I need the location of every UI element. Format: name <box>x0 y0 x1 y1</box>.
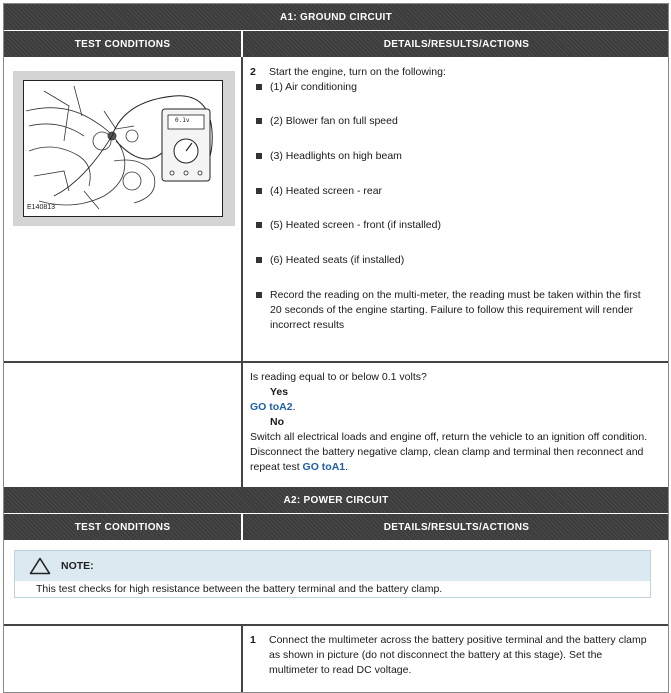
note-header <box>15 551 650 581</box>
note-title: NOTE: <box>61 560 94 572</box>
bullet-icon <box>256 222 262 228</box>
list-item: (6) Heated seats (if installed) <box>270 254 405 266</box>
record-line: Record the reading on the multi-meter, the reading must be taken within the first <box>270 289 641 301</box>
col-header-divider <box>241 513 243 540</box>
section-a1-title-text: A1: GROUND CIRCUIT <box>279 11 393 23</box>
list-item: (3) Headlights on high beam <box>270 150 402 162</box>
multimeter-diagram <box>23 80 223 217</box>
step-text-line: multimeter to read DC voltage. <box>269 664 412 676</box>
no-action-line <box>250 460 348 475</box>
step-2 <box>250 65 446 80</box>
section-a2-column-headers <box>4 513 668 540</box>
no-action-line: Switch all electrical loads and engine off, return the vehicle to an ignition off condition. <box>250 431 648 443</box>
meter-reading: 0.1v <box>175 117 190 124</box>
no-label: No <box>270 416 284 428</box>
bullet-icon <box>256 257 262 263</box>
col-header-details: DETAILS/RESULTS/ACTIONS <box>383 38 530 50</box>
result-question: Is reading equal to or below 0.1 volts? <box>250 371 427 383</box>
bullet-icon <box>256 188 262 194</box>
col-header-test-conditions: TEST CONDITIONS <box>74 38 171 50</box>
punctuation: . <box>345 461 349 473</box>
section-a2-title <box>4 487 668 513</box>
list-item: (2) Blower fan on full speed <box>270 115 398 127</box>
bullet-icon <box>256 118 262 124</box>
no-action-line: Disconnect the battery negative clamp, clean clamp and terminal then reconnect and <box>250 446 644 458</box>
note-text: This test checks for high resistance between the battery terminal and the battery clamp. <box>36 583 443 595</box>
column-divider <box>241 624 243 693</box>
section-a1-column-headers <box>4 30 668 57</box>
go-to-a1-link[interactable]: GO toA1 <box>302 461 346 473</box>
punctuation: . <box>292 401 296 413</box>
row-divider <box>4 624 668 626</box>
diagnostic-page <box>3 3 669 693</box>
step-number: 1 <box>250 634 256 646</box>
step-text-line: as shown in picture (do not disconnect the battery at this stage). Set the <box>269 649 603 661</box>
record-instruction <box>270 288 641 333</box>
column-divider <box>241 57 243 487</box>
list-item: (5) Heated screen - front (if installed) <box>270 219 441 231</box>
bullet-icon <box>256 292 262 298</box>
step-text: Connect the multimeter across the battery positive terminal and the battery clamp <box>269 634 647 646</box>
step-1 <box>250 633 647 648</box>
col-header-test-conditions: TEST CONDITIONS <box>74 521 171 533</box>
bullet-icon <box>256 84 262 90</box>
go-to-a2-link[interactable]: GO toA2 <box>250 401 293 413</box>
warning-triangle-icon <box>29 557 51 575</box>
note-box <box>14 550 651 598</box>
yes-action <box>250 400 296 415</box>
row-divider <box>4 361 668 363</box>
figure-frame <box>13 71 235 226</box>
list-item: (1) Air conditioning <box>270 81 357 93</box>
list-item: (4) Heated screen - rear <box>270 185 383 197</box>
step-number: 2 <box>250 66 256 78</box>
no-action-prefix: repeat test <box>250 461 303 473</box>
record-line: 20 seconds of the engine starting. Failure to follow this requirement will render <box>270 304 634 316</box>
record-line: incorrect results <box>270 319 345 331</box>
yes-label: Yes <box>270 386 289 398</box>
bullet-icon <box>256 153 262 159</box>
section-a1-title <box>4 4 668 30</box>
figure-id-label: E140813 <box>27 204 56 211</box>
col-header-details: DETAILS/RESULTS/ACTIONS <box>383 521 530 533</box>
col-header-divider <box>241 30 243 57</box>
section-a2-title-text: A2: POWER CIRCUIT <box>283 494 389 506</box>
step-text: Start the engine, turn on the following: <box>269 66 446 78</box>
engine-bay-illustration <box>24 81 222 216</box>
